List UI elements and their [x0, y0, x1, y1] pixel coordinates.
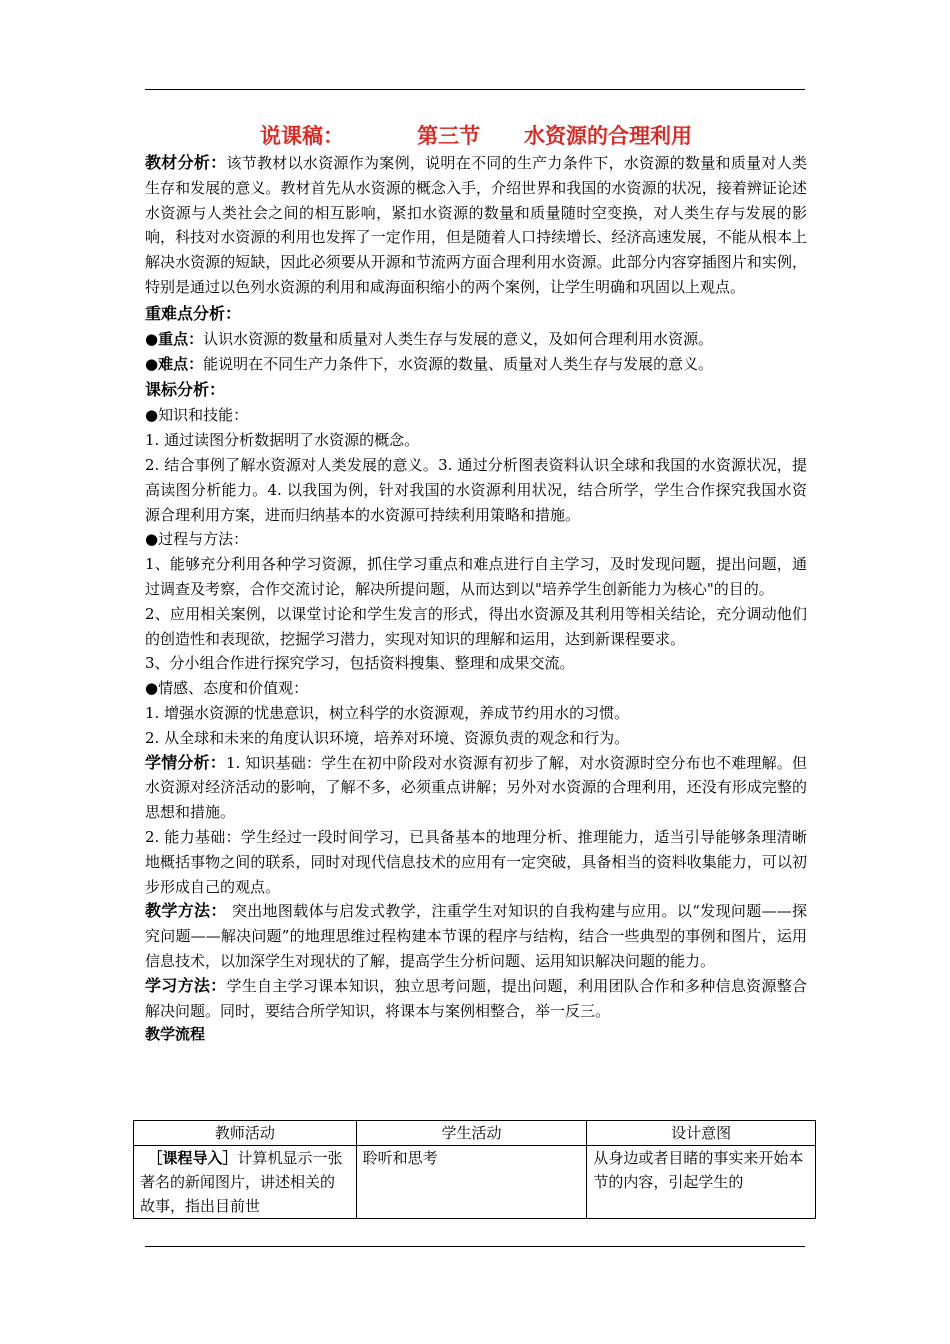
process-item-3: 3、分小组合作进行探究学习，包括资料搜集、整理和成果交流。 [145, 654, 575, 673]
teaching-flow-table [133, 1120, 816, 1219]
student-text: 聆听和思考 [362, 1149, 438, 1167]
student-text-2: 2. 能力基础：学生经过一段时间学习，已具备基本的地理分析、推理能力，适当引导能够条理清晰地概括事物之间的联系，同时对现代信息技术的应用有一定突破，具备相当的资料收集能力，可以初步形成自己的观点。 [145, 827, 807, 896]
student-analysis [145, 751, 807, 825]
teacher-label: ［课程导入］ [155, 1149, 238, 1167]
learning-heading: 学习方法： [145, 975, 227, 995]
emotion-heading: ●情感、态度和价值观： [145, 679, 309, 698]
title-part3: 水资源的合理利用 [524, 124, 692, 148]
standards-heading: 课标分析： [145, 380, 226, 400]
learning-method [145, 974, 807, 1024]
emotion-item-2: 2. 从全球和未来的角度认识环境，培养对环境、资源负责的观念和行为。 [145, 728, 630, 747]
key-points-heading: 重难点分析： [145, 303, 242, 323]
page-title [145, 121, 807, 151]
emotion-item-1: 1. 增强水资源的忧患意识，树立科学的水资源观，养成节约用水的习惯。 [145, 703, 630, 722]
teaching-method [145, 899, 807, 973]
student-heading: 学情分析： [145, 752, 226, 772]
cell-intent [587, 1146, 816, 1219]
key-text: 认识水资源的数量和质量对人类生存与发展的意义，及如何合理利用水资源。 [203, 329, 714, 348]
difficult-text: 能说明在不同生产力条件下，水资源的数量、质量对人类生存与发展的意义。 [203, 354, 714, 373]
process-heading: ●过程与方法： [145, 530, 249, 549]
document-body [145, 121, 807, 1045]
knowledge-heading: ●知识和技能： [145, 406, 249, 425]
student-text-1: 1. 知识基础：学生在初中阶段对水资源有初步了解，对水资源时空分布也不难理解。但水资源对经济活动的影响，了解不多，必须重点讲解；另外对水资源的合理利用，还没有形成完整的思想和措施。 [145, 753, 807, 822]
teaching-text: 突出地图载体与启发式教学，注重学生对知识的自我构建与应用。以“发现问题——探究问题——解决问题”的地理思维过程构建本节课的程序与结构，结合一些典型的事例和图片，运用信息技术，以加深学生对现状的了解，提高学生分析问题、运用知识解决问题的能力。 [145, 902, 807, 970]
footer-rule [145, 1246, 805, 1247]
difficult-point [145, 352, 807, 377]
knowledge-item-2: 2. 结合事例了解水资源对人类发展的意义。3. 通过分析图表资料认识全球和我国的水资源状况，提高读图分析能力。4. 以我国为例，针对我国的水资源利用状况，结合所学，学生合作探究我国水资源合理利用方案，进而归纳基本的水资源可持续利用策略和措施。 [145, 455, 807, 524]
title-part2: 第三节 [417, 124, 481, 148]
header-teacher: 教师活动 [134, 1121, 357, 1146]
table-row [134, 1146, 816, 1219]
cell-teacher [134, 1146, 357, 1219]
cell-student [356, 1146, 587, 1219]
textbook-heading: 教材分析： [145, 153, 227, 172]
table-header-row [134, 1121, 816, 1146]
teaching-heading: 教学方法： [145, 901, 227, 921]
difficult-label: ●难点： [145, 354, 204, 373]
title-part1: 说课稿： [260, 124, 344, 148]
textbook-analysis [145, 151, 807, 300]
header-rule [145, 89, 805, 90]
flow-heading: 教学流程 [145, 1025, 206, 1044]
key-label: ●重点： [145, 329, 204, 348]
header-intent: 设计意图 [587, 1121, 816, 1146]
header-student: 学生活动 [356, 1121, 587, 1146]
knowledge-item-1: 1. 通过读图分析数据明了水资源的概念。 [145, 431, 420, 450]
learning-text: 学生自主学习课本知识，独立思考问题，提出问题，利用团队合作和多种信息资源整合解决问题。同时，要结合所学知识，将课本与案例相整合，举一反三。 [145, 976, 807, 1020]
process-item-1: 1、能够充分利用各种学习资源，抓住学习重点和难点进行自主学习，及时发现问题，提出问题，通过调查及考察，合作交流讨论，解决所提问题，从而达到以"培养学生创新能力为核心"的目的。 [145, 555, 807, 598]
process-item-2: 2、应用相关案例，以课堂讨论和学生发言的形式，得出水资源及其利用等相关结论，充分调动他们的创造性和表现欲，挖掘学习潜力，实现对知识的理解和运用，达到新课程要求。 [145, 604, 807, 648]
key-point [145, 327, 807, 352]
intent-text: 从身边或者目睹的事实来开始本节的内容，引起学生的 [593, 1149, 804, 1191]
textbook-text: 该节教材以水资源作为案例，说明在不同的生产力条件下，水资源的数量和质量对人类生存和发展的意义。教材首先从水资源的概念入手，介绍世界和我国的水资源的状况，接着辨证论述水资源与人类社会之间的相互影响，紧扣水资源的数量和质量随时空变换，对人类生存与发展的影响，科技对水资源的利用也发挥了一定作用，但是随着人口持续增长、经济高速发展，不能从根本上解决水资源的短缺，因此必须要从开源和节流两方面合理利用水资源。此部分内容穿插图片和实例，特别是通过以色列水资源的利用和咸海面积缩小的两个案例，让学生明确和巩固以上观点。 [145, 154, 807, 296]
teacher-text: 计算机显示一张著名的新闻图片，讲述相关的故事，指出目前世 [140, 1149, 343, 1215]
